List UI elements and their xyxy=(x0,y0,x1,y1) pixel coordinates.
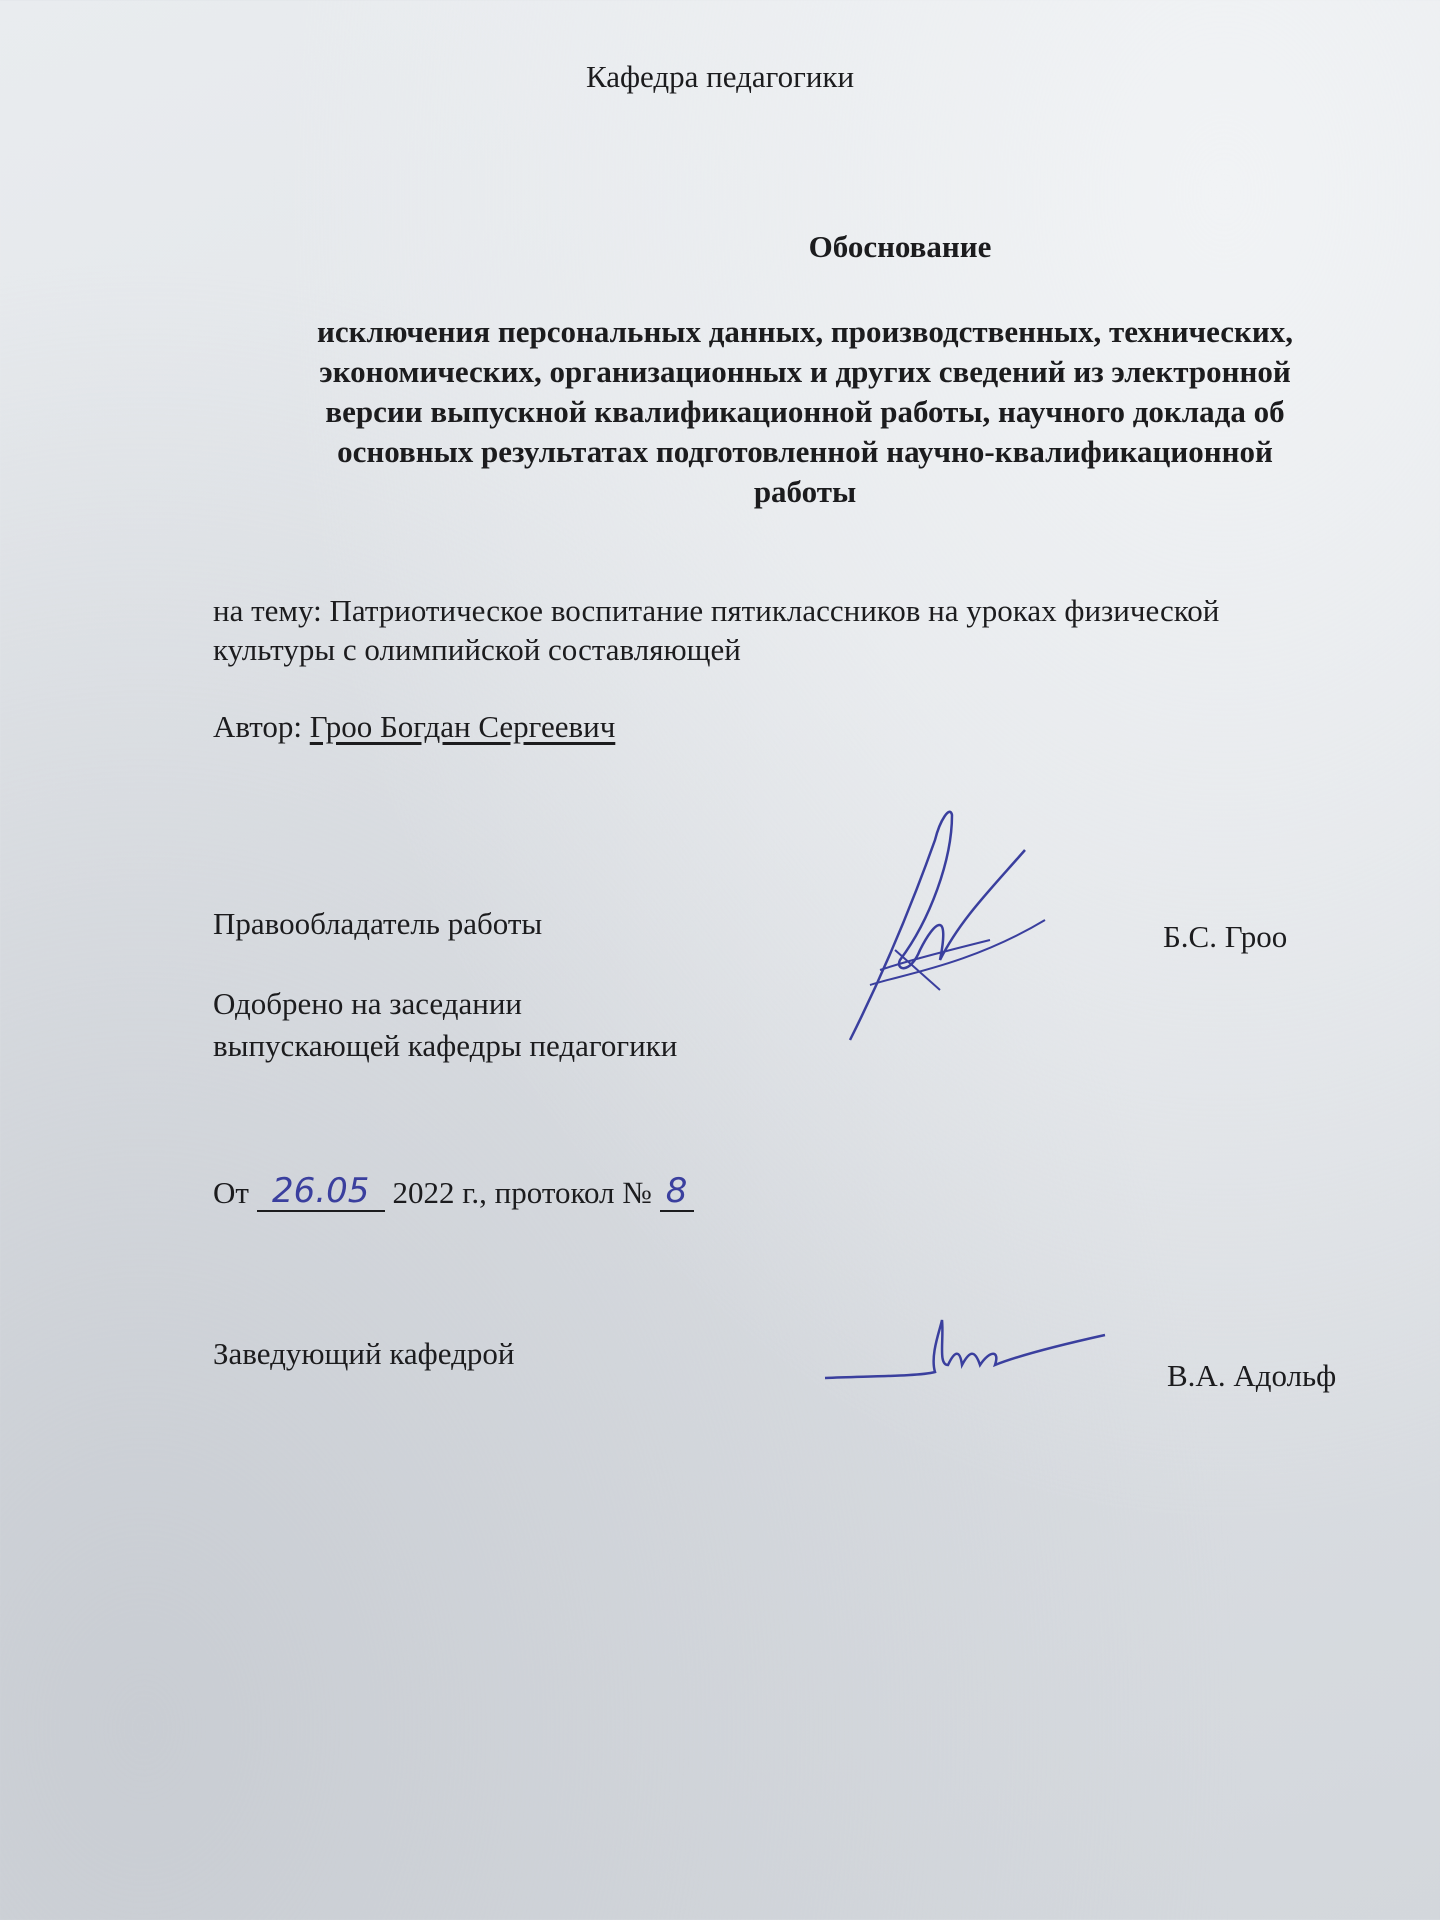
head-signature xyxy=(820,1310,1110,1390)
title-line: исключения персональных данных, производственных, технических, xyxy=(317,314,1293,349)
approval-line: Одобрено на заседании xyxy=(213,986,523,1021)
title-line: версии выпускной квалификационной работы, научного доклада об xyxy=(325,394,1285,429)
protocol-line xyxy=(213,1172,694,1212)
rights-holder-name: Б.С. Гроо xyxy=(1163,919,1288,954)
handwritten-date: 26.05 xyxy=(272,1171,370,1211)
date-field xyxy=(257,1172,385,1212)
department-name: Кафедра педагогики xyxy=(585,59,855,94)
document-heading: Обоснование xyxy=(808,229,992,264)
title-line: работы xyxy=(753,474,857,509)
approval-line: выпускающей кафедры педагогики xyxy=(213,1028,678,1063)
author-label: Автор: xyxy=(213,709,303,744)
author-name: Гроо Богдан Сергеевич xyxy=(309,709,616,744)
document-title xyxy=(230,312,1380,512)
head-label: Заведующий кафедрой xyxy=(213,1336,515,1371)
author-line xyxy=(213,708,615,746)
protocol-prefix: От xyxy=(213,1175,249,1210)
handwritten-protocol-number: 8 xyxy=(665,1171,688,1211)
title-line: основных результатах подготовленной научно-квалификационной xyxy=(337,434,1273,469)
topic-line: культуры с олимпийской составляющей xyxy=(213,632,741,667)
rights-holder-label: Правообладатель работы xyxy=(213,906,543,941)
protocol-year-text: 2022 г., протокол № xyxy=(392,1175,652,1210)
head-name: В.А. Адольф xyxy=(1167,1358,1337,1393)
topic-line: на тему: Патриотическое воспитание пятиклассников на уроках физической xyxy=(213,593,1220,628)
author-signature xyxy=(840,800,1060,1050)
title-line: экономических, организационных и других сведений из электронной xyxy=(319,354,1291,389)
protocol-number-field xyxy=(660,1172,694,1212)
